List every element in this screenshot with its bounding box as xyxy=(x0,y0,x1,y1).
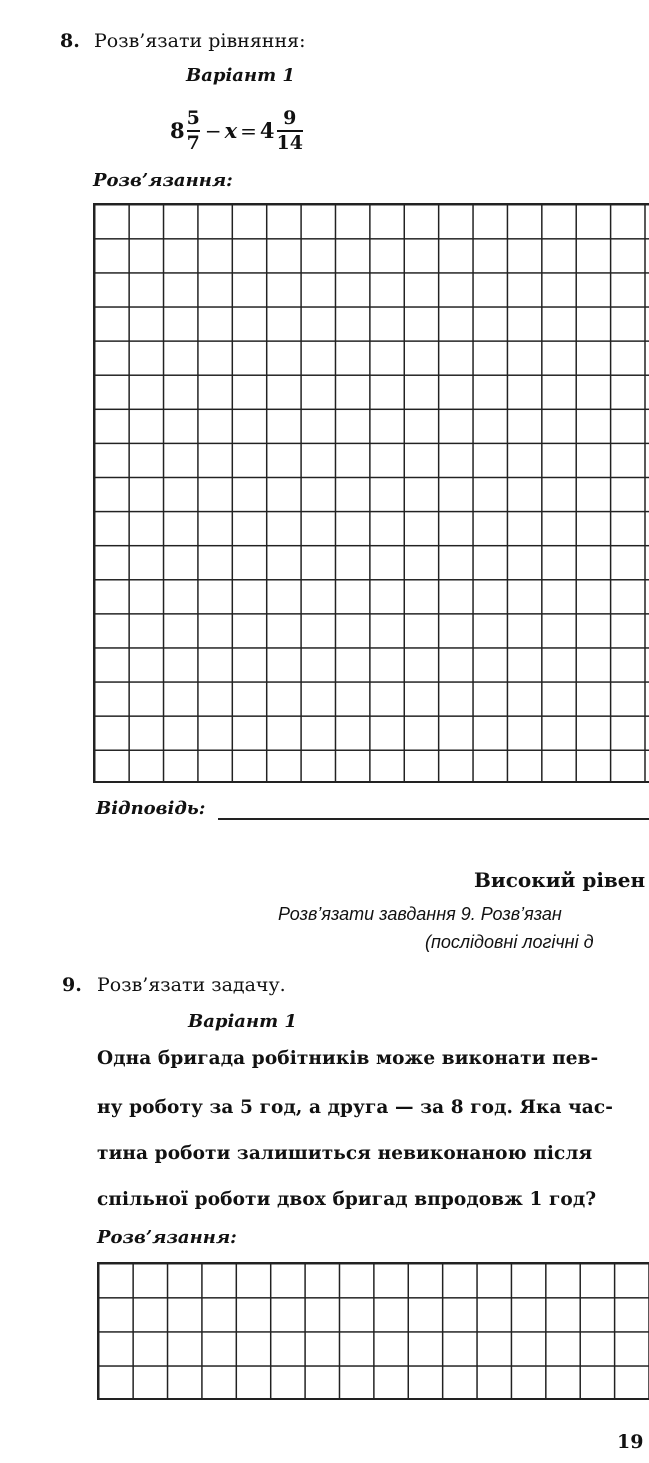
task-9-number: 9. xyxy=(62,974,82,996)
task-8-equation xyxy=(170,108,305,154)
equation-fraction-2 xyxy=(277,108,303,154)
task-8-solution-label: Розв’язання: xyxy=(93,170,233,191)
page-number: 19 xyxy=(617,1431,644,1453)
task-9-variant: Варіант 1 xyxy=(188,1011,297,1032)
equation-fraction-1 xyxy=(187,108,200,154)
task-8-variant: Варіант 1 xyxy=(186,65,295,86)
task-9-instruction: Розв’язати задачу. xyxy=(97,974,286,996)
fraction-2-numerator: 9 xyxy=(283,107,297,129)
task-8-answer-label: Відповідь: xyxy=(96,798,206,819)
task-9-text-line-4: спільної роботи двох бригад впродовж 1 год? xyxy=(97,1189,597,1210)
fraction-2-denominator: 14 xyxy=(276,131,303,154)
equation-equals: = xyxy=(240,118,257,143)
section-heading: Високий рівен xyxy=(474,868,646,892)
task-8-answer-line[interactable] xyxy=(218,818,649,820)
equation-whole-2: 4 xyxy=(259,118,275,144)
task-9-text-line-1: Одна бригада робітників може виконати пев- xyxy=(97,1048,599,1069)
equation-whole-1: 8 xyxy=(170,118,185,144)
task-9-text-line-3: тина роботи залишиться невиконаною після xyxy=(97,1143,593,1164)
section-note-line-2: (послідовні логічні д xyxy=(425,932,594,952)
fraction-1-denominator: 7 xyxy=(186,131,200,154)
task-9-text-line-2: ну роботу за 5 год, а друга — за 8 год. Яка час- xyxy=(97,1097,614,1118)
equation-minus: − xyxy=(204,118,222,143)
task-9-solution-grid[interactable] xyxy=(97,1262,649,1400)
task-8-instruction: Розв’язати рівняння: xyxy=(94,30,306,52)
equation-variable: x xyxy=(224,118,238,144)
task-8-number: 8. xyxy=(60,30,80,52)
fraction-1-numerator: 5 xyxy=(186,107,200,129)
section-note-line-1: Розв’язати завдання 9. Розв’язан xyxy=(278,904,562,924)
task-8-solution-grid[interactable] xyxy=(93,203,649,783)
task-9-solution-label: Розв’язання: xyxy=(97,1227,237,1248)
